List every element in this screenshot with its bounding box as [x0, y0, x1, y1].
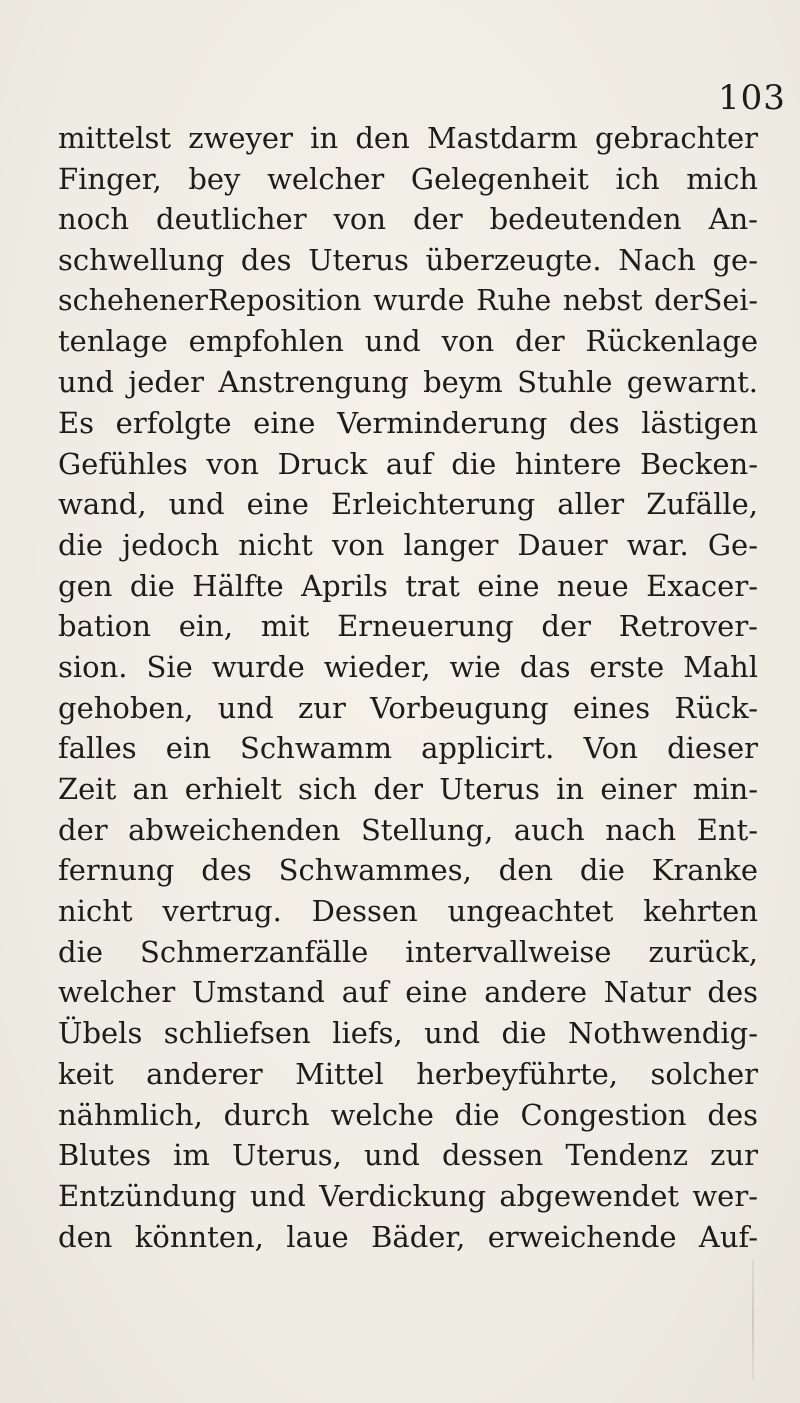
- text-line-20: nicht vertrug. Dessen ungeachtet kehrten: [58, 894, 758, 929]
- text-line-23: Übels schliefsen liefs, und die Nothwendig-: [58, 1016, 758, 1051]
- text-line-24: keit anderer Mittel herbeyführte, solcher: [58, 1056, 758, 1091]
- text-line-18: der abweichenden Stellung, auch nach Ent-: [58, 812, 758, 847]
- text-line-19: fernung des Schwammes, den die Kranke: [58, 853, 758, 888]
- text-line-10: wand, und eine Erleichterung aller Zufälle,: [58, 487, 758, 522]
- text-line-9: Gefühles von Druck auf die hintere Becken-: [58, 446, 758, 481]
- text-line-4: schwellung des Uterus überzeugte. Nach ge-: [58, 243, 758, 278]
- text-line-13: bation ein, mit Erneuerung der Retrover-: [58, 609, 758, 644]
- text-line-21: die Schmerzanfälle intervallweise zurück,: [58, 934, 758, 969]
- text-line-28: den könnten, laue Bäder, erweichende Auf-: [58, 1219, 758, 1254]
- text-line-1: mittelst zweyer in den Mastdarm gebrachter: [58, 121, 758, 155]
- text-line-26: Blutes im Uterus, und dessen Tendenz zur: [58, 1138, 758, 1173]
- text-line-15: gehoben, und zur Vorbeugung eines Rück-: [58, 690, 758, 725]
- text-line-5: schehenerReposition wurde Ruhe nebst derSei-: [58, 283, 758, 317]
- text-line-8: Es erfolgte eine Verminderung des lästigen: [58, 405, 758, 440]
- text-line-3: noch deutlicher von der bedeutenden An-: [58, 202, 758, 237]
- page-edge-mark: [752, 1260, 754, 1380]
- text-line-11: die jedoch nicht von langer Dauer war. Ge-: [58, 527, 758, 562]
- body-text: [58, 118, 758, 1257]
- text-line-27: Entzündung und Verdickung abgewendet wer-: [58, 1178, 758, 1213]
- text-line-16: falles ein Schwamm applicirt. Von dieser: [58, 731, 758, 766]
- text-line-2: Finger, bey welcher Gelegenheit ich mich: [58, 161, 758, 196]
- page-number: 103: [718, 78, 786, 118]
- text-line-14: sion. Sie wurde wieder, wie das erste Mahl: [58, 649, 758, 684]
- text-line-25: nähmlich, durch welche die Congestion des: [58, 1097, 758, 1132]
- text-line-22: welcher Umstand auf eine andere Natur des: [58, 975, 758, 1010]
- text-line-6: tenlage empfohlen und von der Rückenlage: [58, 324, 758, 359]
- text-line-17: Zeit an erhielt sich der Uterus in einer min-: [58, 772, 758, 806]
- text-line-7: und jeder Anstrengung beym Stuhle gewarnt.: [58, 365, 758, 400]
- text-line-12: gen die Hälfte Aprils trat eine neue Exacer-: [58, 568, 758, 603]
